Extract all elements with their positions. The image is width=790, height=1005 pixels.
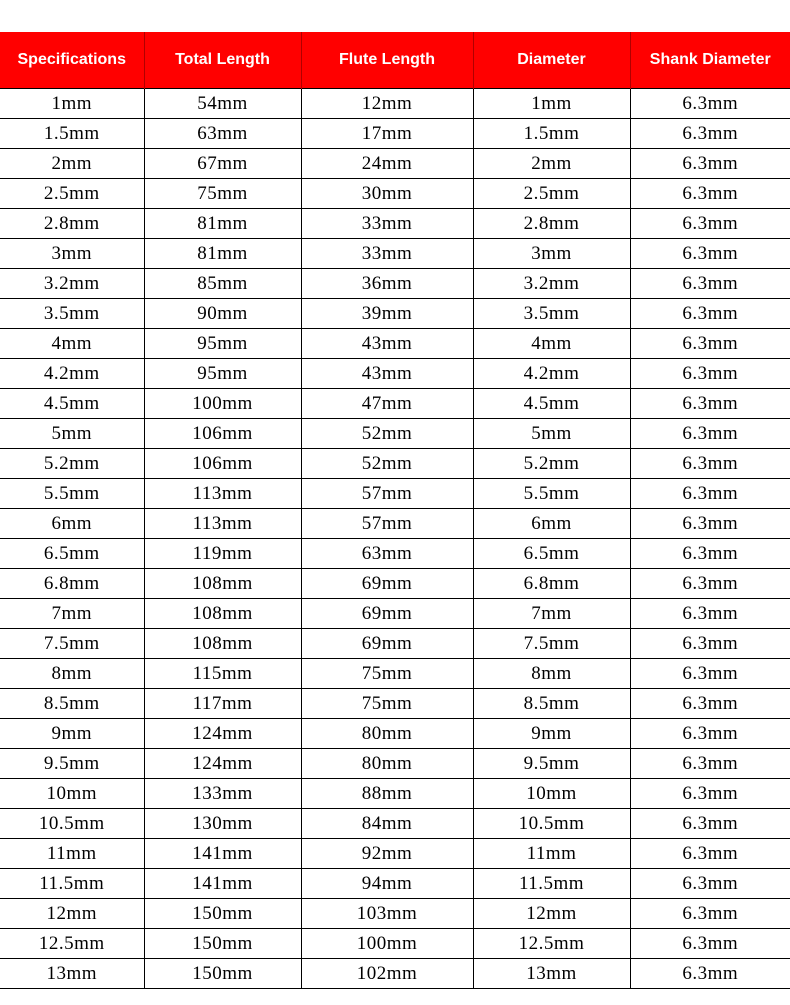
- table-row: [0, 689, 790, 719]
- cell-flute-length: 92mm: [301, 839, 473, 869]
- cell-total-length: 150mm: [144, 929, 301, 959]
- cell-flute-length: 80mm: [301, 719, 473, 749]
- table-row: [0, 359, 790, 389]
- table-row: [0, 659, 790, 689]
- cell-flute-length: 12mm: [301, 89, 473, 119]
- cell-specification: 5mm: [0, 419, 144, 449]
- cell-total-length: 130mm: [144, 809, 301, 839]
- cell-shank-diameter: 6.3mm: [630, 869, 790, 899]
- cell-specification: 4.5mm: [0, 389, 144, 419]
- cell-specification: 7mm: [0, 599, 144, 629]
- cell-flute-length: 33mm: [301, 209, 473, 239]
- cell-total-length: 106mm: [144, 419, 301, 449]
- cell-specification: 1.5mm: [0, 119, 144, 149]
- cell-flute-length: 75mm: [301, 689, 473, 719]
- table-row: [0, 569, 790, 599]
- cell-diameter: 10mm: [473, 779, 630, 809]
- cell-shank-diameter: 6.3mm: [630, 629, 790, 659]
- cell-diameter: 5mm: [473, 419, 630, 449]
- cell-specification: 3.5mm: [0, 299, 144, 329]
- cell-diameter: 9mm: [473, 719, 630, 749]
- cell-total-length: 106mm: [144, 449, 301, 479]
- cell-flute-length: 102mm: [301, 959, 473, 989]
- cell-shank-diameter: 6.3mm: [630, 749, 790, 779]
- cell-flute-length: 69mm: [301, 569, 473, 599]
- table-row: [0, 809, 790, 839]
- cell-flute-length: 57mm: [301, 479, 473, 509]
- cell-diameter: 6.8mm: [473, 569, 630, 599]
- cell-total-length: 95mm: [144, 359, 301, 389]
- cell-specification: 2mm: [0, 149, 144, 179]
- table-row: [0, 839, 790, 869]
- cell-diameter: 6.5mm: [473, 539, 630, 569]
- cell-specification: 6.8mm: [0, 569, 144, 599]
- cell-flute-length: 43mm: [301, 329, 473, 359]
- cell-total-length: 113mm: [144, 509, 301, 539]
- cell-total-length: 113mm: [144, 479, 301, 509]
- cell-flute-length: 39mm: [301, 299, 473, 329]
- table-row: [0, 719, 790, 749]
- header-specifications: Specifications: [0, 32, 144, 89]
- table-row: [0, 929, 790, 959]
- table-header-row: [0, 32, 790, 89]
- cell-total-length: 150mm: [144, 959, 301, 989]
- cell-total-length: 63mm: [144, 119, 301, 149]
- cell-shank-diameter: 6.3mm: [630, 389, 790, 419]
- cell-shank-diameter: 6.3mm: [630, 419, 790, 449]
- cell-flute-length: 57mm: [301, 509, 473, 539]
- cell-specification: 7.5mm: [0, 629, 144, 659]
- cell-total-length: 133mm: [144, 779, 301, 809]
- table-row: [0, 779, 790, 809]
- cell-total-length: 108mm: [144, 599, 301, 629]
- cell-total-length: 54mm: [144, 89, 301, 119]
- cell-diameter: 3.5mm: [473, 299, 630, 329]
- cell-diameter: 11mm: [473, 839, 630, 869]
- cell-specification: 12mm: [0, 899, 144, 929]
- cell-shank-diameter: 6.3mm: [630, 479, 790, 509]
- cell-flute-length: 47mm: [301, 389, 473, 419]
- cell-flute-length: 17mm: [301, 119, 473, 149]
- cell-shank-diameter: 6.3mm: [630, 809, 790, 839]
- table-row: [0, 179, 790, 209]
- cell-diameter: 12.5mm: [473, 929, 630, 959]
- cell-shank-diameter: 6.3mm: [630, 689, 790, 719]
- cell-specification: 4mm: [0, 329, 144, 359]
- cell-shank-diameter: 6.3mm: [630, 569, 790, 599]
- cell-specification: 9.5mm: [0, 749, 144, 779]
- table-row: [0, 449, 790, 479]
- cell-diameter: 13mm: [473, 959, 630, 989]
- cell-diameter: 2.5mm: [473, 179, 630, 209]
- table-row: [0, 119, 790, 149]
- cell-total-length: 67mm: [144, 149, 301, 179]
- cell-specification: 3mm: [0, 239, 144, 269]
- cell-diameter: 11.5mm: [473, 869, 630, 899]
- cell-shank-diameter: 6.3mm: [630, 239, 790, 269]
- cell-diameter: 2.8mm: [473, 209, 630, 239]
- drill-bit-spec-table: [0, 32, 790, 989]
- cell-flute-length: 24mm: [301, 149, 473, 179]
- cell-diameter: 4mm: [473, 329, 630, 359]
- header-total-length: Total Length: [144, 32, 301, 89]
- cell-diameter: 1.5mm: [473, 119, 630, 149]
- table-row: [0, 329, 790, 359]
- cell-diameter: 2mm: [473, 149, 630, 179]
- cell-total-length: 108mm: [144, 629, 301, 659]
- cell-total-length: 124mm: [144, 749, 301, 779]
- cell-total-length: 141mm: [144, 869, 301, 899]
- cell-diameter: 3.2mm: [473, 269, 630, 299]
- table-row: [0, 629, 790, 659]
- header-flute-length: Flute Length: [301, 32, 473, 89]
- cell-flute-length: 84mm: [301, 809, 473, 839]
- cell-diameter: 8.5mm: [473, 689, 630, 719]
- table-row: [0, 539, 790, 569]
- table-body: [0, 89, 790, 989]
- cell-diameter: 12mm: [473, 899, 630, 929]
- cell-specification: 6.5mm: [0, 539, 144, 569]
- cell-diameter: 4.5mm: [473, 389, 630, 419]
- cell-shank-diameter: 6.3mm: [630, 899, 790, 929]
- cell-flute-length: 69mm: [301, 629, 473, 659]
- table-row: [0, 239, 790, 269]
- cell-flute-length: 103mm: [301, 899, 473, 929]
- cell-shank-diameter: 6.3mm: [630, 929, 790, 959]
- cell-total-length: 108mm: [144, 569, 301, 599]
- header-diameter: Diameter: [473, 32, 630, 89]
- cell-flute-length: 43mm: [301, 359, 473, 389]
- cell-shank-diameter: 6.3mm: [630, 209, 790, 239]
- cell-specification: 8mm: [0, 659, 144, 689]
- cell-specification: 2.8mm: [0, 209, 144, 239]
- cell-flute-length: 63mm: [301, 539, 473, 569]
- cell-diameter: 4.2mm: [473, 359, 630, 389]
- table-row: [0, 479, 790, 509]
- cell-flute-length: 69mm: [301, 599, 473, 629]
- cell-shank-diameter: 6.3mm: [630, 299, 790, 329]
- cell-flute-length: 36mm: [301, 269, 473, 299]
- cell-diameter: 7.5mm: [473, 629, 630, 659]
- header-shank-diameter: Shank Diameter: [630, 32, 790, 89]
- cell-shank-diameter: 6.3mm: [630, 179, 790, 209]
- cell-total-length: 141mm: [144, 839, 301, 869]
- table-row: [0, 899, 790, 929]
- spec-table-container: [0, 32, 790, 989]
- cell-shank-diameter: 6.3mm: [630, 449, 790, 479]
- cell-total-length: 124mm: [144, 719, 301, 749]
- cell-total-length: 90mm: [144, 299, 301, 329]
- cell-specification: 3.2mm: [0, 269, 144, 299]
- cell-specification: 11.5mm: [0, 869, 144, 899]
- cell-diameter: 7mm: [473, 599, 630, 629]
- cell-diameter: 6mm: [473, 509, 630, 539]
- cell-shank-diameter: 6.3mm: [630, 719, 790, 749]
- cell-diameter: 1mm: [473, 89, 630, 119]
- cell-total-length: 75mm: [144, 179, 301, 209]
- cell-specification: 6mm: [0, 509, 144, 539]
- table-row: [0, 749, 790, 779]
- cell-shank-diameter: 6.3mm: [630, 779, 790, 809]
- cell-specification: 9mm: [0, 719, 144, 749]
- cell-specification: 1mm: [0, 89, 144, 119]
- table-row: [0, 89, 790, 119]
- cell-specification: 10.5mm: [0, 809, 144, 839]
- cell-flute-length: 33mm: [301, 239, 473, 269]
- cell-total-length: 81mm: [144, 209, 301, 239]
- cell-flute-length: 30mm: [301, 179, 473, 209]
- cell-shank-diameter: 6.3mm: [630, 539, 790, 569]
- table-row: [0, 959, 790, 989]
- cell-shank-diameter: 6.3mm: [630, 149, 790, 179]
- cell-diameter: 5.2mm: [473, 449, 630, 479]
- table-row: [0, 509, 790, 539]
- cell-shank-diameter: 6.3mm: [630, 659, 790, 689]
- cell-shank-diameter: 6.3mm: [630, 959, 790, 989]
- cell-specification: 2.5mm: [0, 179, 144, 209]
- cell-shank-diameter: 6.3mm: [630, 329, 790, 359]
- cell-specification: 11mm: [0, 839, 144, 869]
- table-row: [0, 869, 790, 899]
- cell-flute-length: 80mm: [301, 749, 473, 779]
- cell-total-length: 117mm: [144, 689, 301, 719]
- cell-shank-diameter: 6.3mm: [630, 599, 790, 629]
- cell-diameter: 10.5mm: [473, 809, 630, 839]
- table-row: [0, 419, 790, 449]
- cell-total-length: 150mm: [144, 899, 301, 929]
- cell-diameter: 9.5mm: [473, 749, 630, 779]
- cell-diameter: 8mm: [473, 659, 630, 689]
- table-row: [0, 149, 790, 179]
- cell-shank-diameter: 6.3mm: [630, 509, 790, 539]
- cell-total-length: 95mm: [144, 329, 301, 359]
- table-row: [0, 299, 790, 329]
- cell-shank-diameter: 6.3mm: [630, 269, 790, 299]
- cell-diameter: 3mm: [473, 239, 630, 269]
- cell-total-length: 119mm: [144, 539, 301, 569]
- table-row: [0, 599, 790, 629]
- cell-specification: 8.5mm: [0, 689, 144, 719]
- cell-flute-length: 75mm: [301, 659, 473, 689]
- cell-shank-diameter: 6.3mm: [630, 119, 790, 149]
- cell-specification: 4.2mm: [0, 359, 144, 389]
- cell-flute-length: 52mm: [301, 419, 473, 449]
- table-row: [0, 269, 790, 299]
- table-row: [0, 389, 790, 419]
- cell-specification: 12.5mm: [0, 929, 144, 959]
- cell-diameter: 5.5mm: [473, 479, 630, 509]
- cell-specification: 5.2mm: [0, 449, 144, 479]
- cell-flute-length: 52mm: [301, 449, 473, 479]
- cell-flute-length: 94mm: [301, 869, 473, 899]
- cell-specification: 5.5mm: [0, 479, 144, 509]
- cell-flute-length: 88mm: [301, 779, 473, 809]
- cell-shank-diameter: 6.3mm: [630, 839, 790, 869]
- table-row: [0, 209, 790, 239]
- cell-specification: 13mm: [0, 959, 144, 989]
- cell-total-length: 100mm: [144, 389, 301, 419]
- cell-total-length: 81mm: [144, 239, 301, 269]
- cell-total-length: 115mm: [144, 659, 301, 689]
- cell-shank-diameter: 6.3mm: [630, 89, 790, 119]
- cell-total-length: 85mm: [144, 269, 301, 299]
- cell-shank-diameter: 6.3mm: [630, 359, 790, 389]
- cell-specification: 10mm: [0, 779, 144, 809]
- cell-flute-length: 100mm: [301, 929, 473, 959]
